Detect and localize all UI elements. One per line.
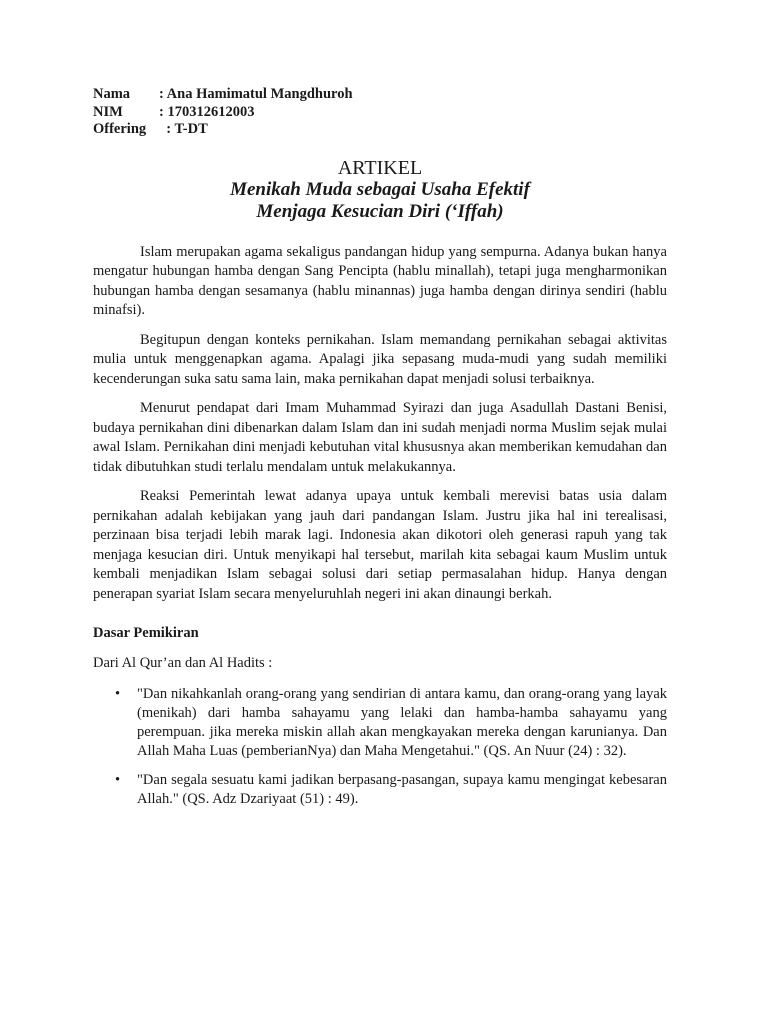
author-name-row <box>93 86 667 104</box>
paragraph: Reaksi Pemerintah lewat adanya upaya untuk kembali merevisi batas usia dalam pernikahan adalah kebijakan yang jauh dari pandangan Islam. Justru jika hal ini terealisasi, perzinaan bisa terjadi lebih marak lagi. Indonesia akan dikotori oleh generasi rapuh yang tak menjaga kesucian diri. Untuk menyikapi hal tersebut, marilah kita sebagai kaum Muslim untuk kembali menjadikan Islam sebagai solusi dari setiap permasalahan hidup. Hanya dengan penerapan syariat Islam secara menyeluruhlah negeri ini akan dinaungi berkah. <box>93 488 667 602</box>
bullet-icon: • <box>115 686 121 702</box>
offering-row <box>93 121 667 139</box>
paragraph: Menurut pendapat dari Imam Muhammad Syirazi dan juga Asadullah Dastani Benisi, budaya pernikahan dini dibenarkan dalam Islam dan ini sudah menjadi norma Muslim sejak mulai awal Islam. Pernikahan dini menjadi kebutuhan vital khususnya akan memberikan kemudahan dan tidak dibutuhkan studi terlalu mendalam untuk melakukannya. <box>93 400 667 475</box>
title-line-1: Menikah Muda sebagai Usaha Efektif <box>230 178 530 200</box>
author-info <box>93 86 667 139</box>
article-body <box>93 243 667 605</box>
article-title <box>93 157 667 223</box>
quote-item <box>93 771 667 809</box>
title-artikel: ARTIKEL <box>337 156 423 179</box>
nim-label: NIM <box>93 103 123 120</box>
quote-text: "Dan nikahkanlah orang-orang yang sendirian di antara kamu, dan orang-orang yang layak (menikah) dari hamba sahayamu yang lelaki dan hamba-hamba sahayamu yang perempuan. jika mereka miskin allah akan mengkayakan mereka dengan karunianya. Dan Allah Maha Luas (pemberianNya) dan Maha Mengetahui." (QS. An Nuur (24) : 32). <box>137 686 667 759</box>
nim-row <box>93 104 667 122</box>
nim-value: : 170312612003 <box>159 103 255 120</box>
paragraph: Islam merupakan agama sekaligus pandangan hidup yang sempurna. Adanya bukan hanya mengatur hubungan hamba dengan Sang Pencipta (hablu minallah), tetapi juga mengharmonikan hubungan hamba dengan sesamanya (hablu minannas) juga hamba dengan dirinya sendiri (hablu minafsi). <box>93 243 667 318</box>
paragraph: Begitupun dengan konteks pernikahan. Islam memandang pernikahan sebagai aktivitas mulia untuk menggenapkan agama. Apalagi jika sepasang muda-mudi yang sudah memiliki kecenderungan suka satu sama lain, maka pernikahan dapat menjadi solusi terbaiknya. <box>93 331 667 387</box>
bullet-icon: • <box>115 772 121 788</box>
offering-value: : T-DT <box>159 121 208 137</box>
quote-list <box>93 685 667 809</box>
title-line-2: Menjaga Kesucian Diri (‘Iffah) <box>256 200 504 222</box>
name-value: : Ana Hamimatul Mangdhuroh <box>159 86 353 102</box>
offering-label: Offering <box>93 121 147 137</box>
name-label: Nama <box>93 86 131 102</box>
quote-text: "Dan segala sesuatu kami jadikan berpasang-pasangan, supaya kamu mengingat kebesaran Allah." (QS. Adz Dzariyaat (51) : 49). <box>137 772 667 807</box>
quote-item <box>93 685 667 761</box>
section-intro: Dari Al Qur’an dan Al Hadits : <box>93 655 273 671</box>
document-page <box>93 86 667 819</box>
section-heading: Dasar Pemikiran <box>93 625 199 641</box>
